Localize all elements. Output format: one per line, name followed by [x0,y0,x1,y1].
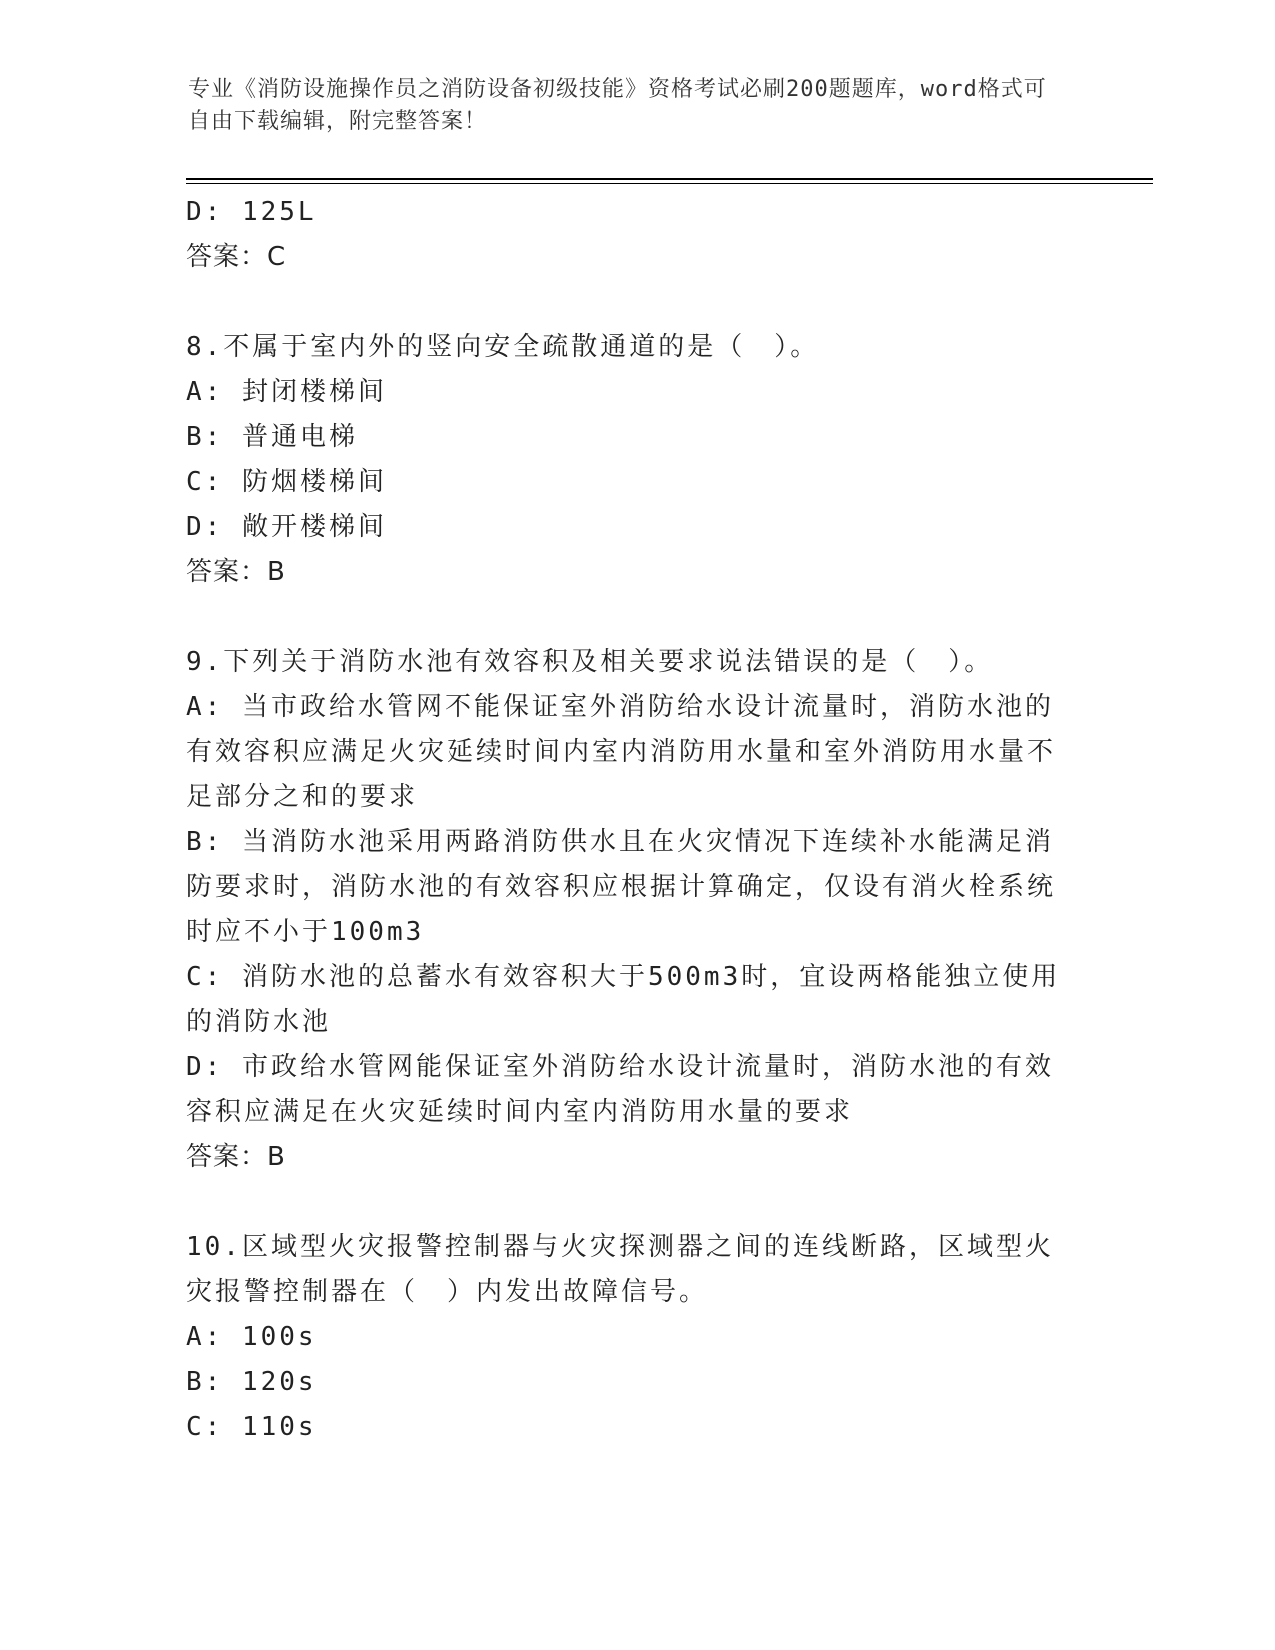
option-c: C: 消防水池的总蓄水有效容积大于500m3时，宜设两格能独立使用的消防水池 [186,962,1061,1037]
document-body [186,190,1076,1450]
header-rule-thick [186,178,1153,180]
option-c: C: 110s [186,1412,317,1442]
option-d: D: 敞开楼梯间 [186,512,387,542]
option-d: D: 125L [186,197,317,227]
answer: 答案：B [186,557,286,587]
option-b: B: 当消防水池采用两路消防供水且在火灾情况下连续补水能满足消防要求时，消防水池的有效容积应根据计算确定，仅设有消火栓系统时应不小于100m3 [186,827,1057,947]
document-header: 专业《消防设施操作员之消防设备初级技能》资格考试必刷200题题库，word格式可自由下载编辑，附完整答案！ [188,77,1047,134]
question-title: 9.下列关于消防水池有效容积及相关要求说法错误的是（ ）。 [186,647,994,677]
option-b: B: 普通电梯 [186,422,358,452]
question-title: 8.不属于室内外的竖向安全疏散通道的是（ ）。 [186,332,820,362]
question-10 [186,1225,1076,1450]
option-a: A: 封闭楼梯间 [186,377,387,407]
option-a: A: 100s [186,1322,317,1352]
option-a: A: 当市政给水管网不能保证室外消防给水设计流量时，消防水池的有效容积应满足火灾延续时间内室内消防用水量和室外消防用水量不足部分之和的要求 [186,692,1057,812]
question-title: 10.区域型火灾报警控制器与火灾探测器之间的连线断路，区域型火灾报警控制器在（ ）内发出故障信号。 [186,1232,1054,1307]
answer: 答案：B [186,1142,286,1172]
header-rule-thin [186,183,1153,184]
question-9 [186,640,1076,1180]
option-c: C: 防烟楼梯间 [186,467,387,497]
question-8 [186,325,1076,595]
option-b: B: 120s [186,1367,317,1397]
option-d: D: 市政给水管网能保证室外消防给水设计流量时，消防水池的有效容积应满足在火灾延续时间内室内消防用水量的要求 [186,1052,1054,1127]
answer: 答案：C [186,242,287,272]
